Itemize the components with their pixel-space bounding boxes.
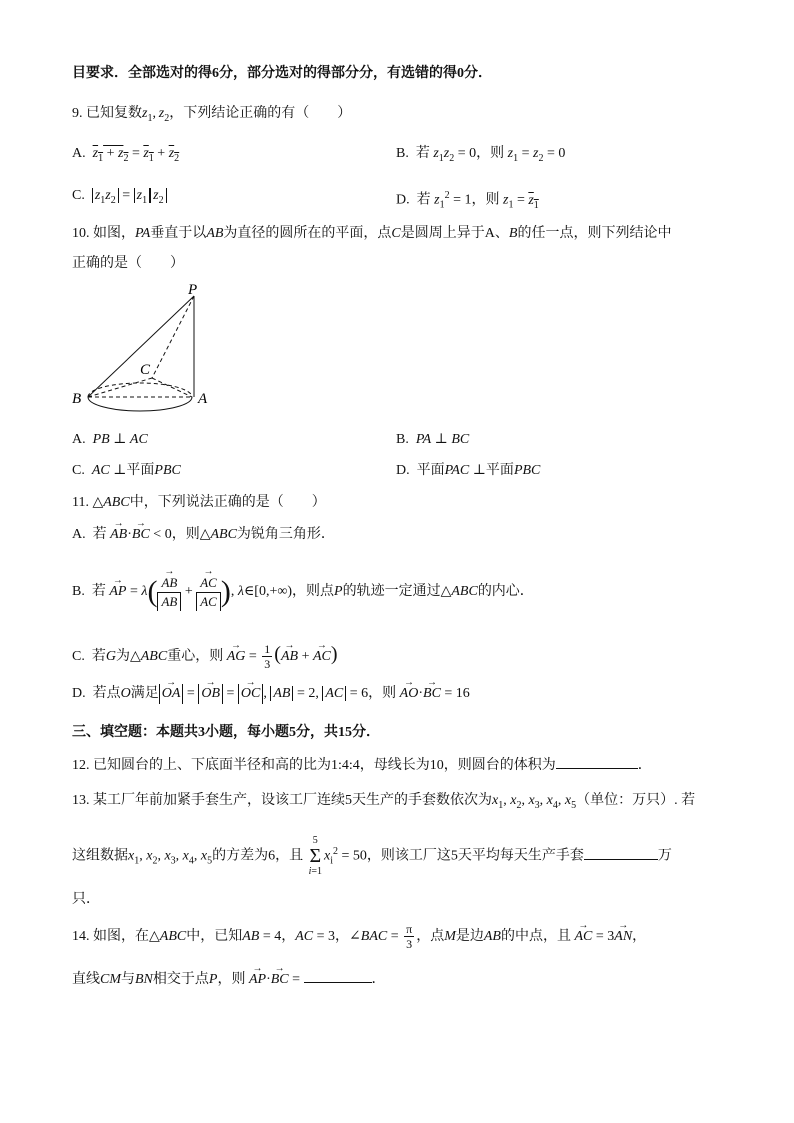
q13-line2: 这组数据$x_1$, $x_2$, $x_3$, $x_4$, $x_5$的方差为6，且 5 Σ $i=1x_i^2 = 50$，则该工厂这5天平均每天生产手套 万 — [72, 835, 672, 878]
label-c: C — [140, 362, 151, 378]
q11-option-b: B. 若 → AP = λ( → $\frac{AB}{AB}$ + → $\frac{AC}{AC}$ ), λ∈[0,+∞)，则点P的轨迹一定通过△ABC的内心． — [72, 572, 534, 612]
q13-line1: 13. 某工厂年前加紧手套生产，设该工厂连续5天生产的手套数依次为$x_1$, $x_2$, $x_3$, $x_4$, $x_5$（单位：万只）. 若 — [72, 793, 696, 811]
q9-option-a: A. $z_1 + z_2 = z_1 + z_2$ — [72, 146, 180, 164]
label-a: A — [198, 391, 208, 407]
q11-option-a: A. 若 → AB·→ BC < 0，则△ABC为锐角三角形． — [72, 525, 335, 545]
q14-answer-blank[interactable] — [304, 968, 372, 983]
q10-geometry-figure — [70, 280, 220, 420]
q12: 12. 已知圆台的上、下底面半径和高的比为1:4:4，母线长为10，则圆台的体积为 ． — [72, 754, 652, 776]
q9-option-d: D. 若 $z_1^2 = 1$，则 $z_1 = z_1$ — [396, 190, 539, 211]
header-note: 目要求．全部选对的得6分，部分选对的得部分分，有选错的得0分． — [72, 66, 492, 81]
q10-option-d: D. 平面PAC ⊥平面PBC — [396, 463, 541, 478]
q10-option-b: B. PA ⊥ BC — [396, 432, 470, 447]
q9-option-b: B. 若 $z_1z_2 = 0$，则 $z_1 = z_2 = 0$ — [396, 146, 566, 164]
q10-stem-line1: 10. 如图，PA垂直于以AB为直径的圆所在的平面，点C是圆周上异于A、B的任一点，则下列结论中 — [72, 226, 672, 241]
q11-stem: 11. △ABC中，下列说法正确的是（ ） — [72, 495, 326, 510]
q12-answer-blank[interactable] — [556, 754, 638, 769]
q11-option-c: C. 若G为△ABC重心，则 → AG = $\frac{1}{3}$ (→ AB + → AC) — [72, 638, 338, 673]
section3-heading: 三、填空题：本题共3小题，每小题5分，共15分． — [72, 725, 380, 740]
q14-line2: 直线CM与BN相交于点P，则 → AP·→ BC = ． — [72, 968, 386, 990]
label-b: B — [72, 391, 82, 407]
q9-option-c: C. $z_1z_2 = z_1$ $z_2$ — [72, 186, 167, 211]
q13-unit-a: 万 — [657, 848, 672, 864]
q9-stem: 9. 已知复数$z_1$, $z_2$，下列结论正确的有（ ） — [72, 106, 352, 124]
q13-unit-b: 只． — [72, 892, 100, 907]
q10-stem-line2: 正确的是（ ） — [72, 256, 184, 271]
q10-option-a: A. PB ⊥ AC — [72, 432, 148, 447]
q12-text: 12. 已知圆台的上、下底面半径和高的比为1:4:4，母线长为10，则圆台的体积为 — [72, 758, 556, 773]
q13-answer-blank[interactable] — [584, 845, 658, 860]
q10-option-c: C. AC ⊥平面PBC — [72, 463, 181, 478]
q14-line1: 14. 如图，在△ABC中，已知AB = 4，AC = 3，∠BAC = $\frac{\pi}{3}$ ，点M是边AB的中点，且 → AC = 3→ AN， — [72, 920, 646, 954]
q11-option-d: D. 若点O满足→ OA = → OB = → OC , AB = 2, AC = 6，则 → AO·→ BC = 16 — [72, 684, 470, 704]
label-p: P — [188, 282, 198, 298]
